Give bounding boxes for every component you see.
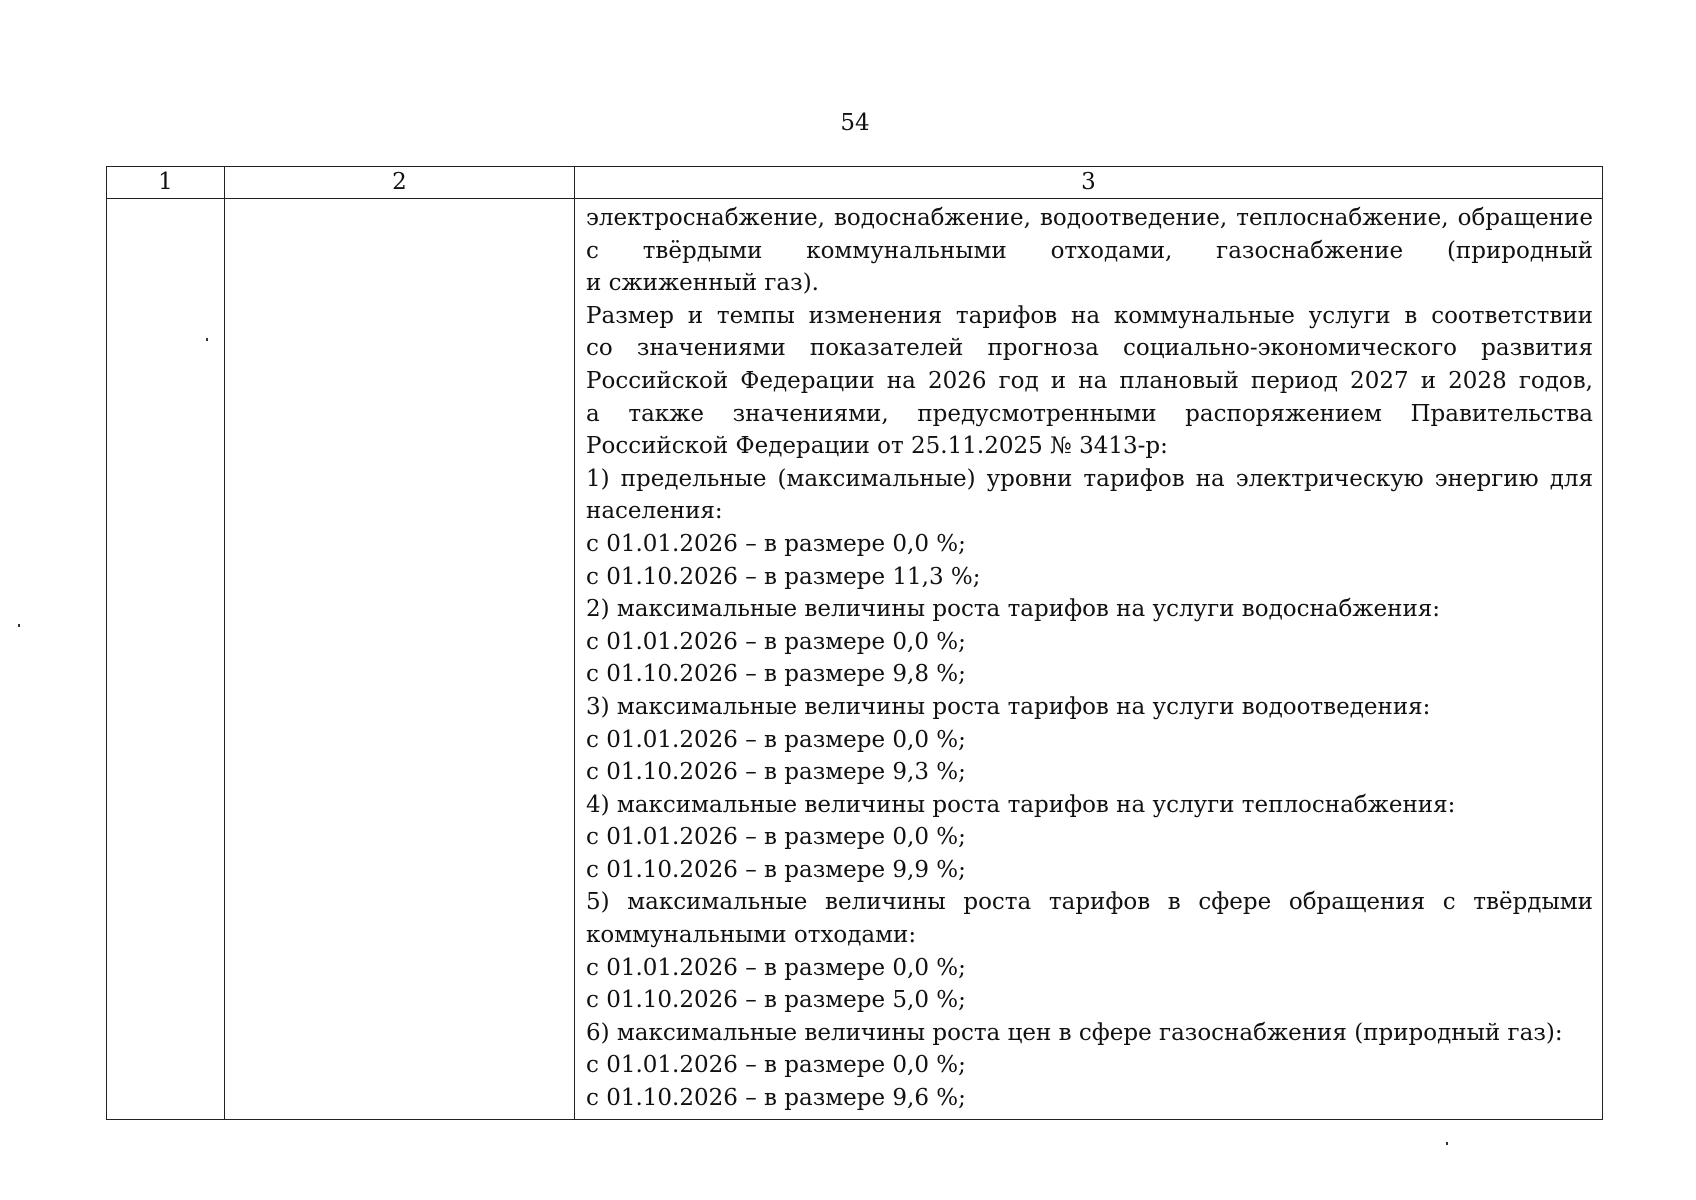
table-cell-col2 <box>225 199 575 1120</box>
text-line: с 01.10.2026 – в размере 9,8 %; <box>586 661 966 688</box>
column-header-2: 2 <box>225 167 575 199</box>
text-line: 4) максимальные величины роста тарифов на услуги теплоснабжения: <box>586 791 1456 818</box>
column-header-1: 1 <box>107 167 225 199</box>
text-line: 6) максимальные величины роста цен в сфере газоснабжения (природный газ): <box>586 1019 1563 1046</box>
table-cell-col1 <box>107 199 225 1120</box>
text-line: с 01.01.2026 – в размере 0,0 %; <box>586 530 966 557</box>
table-row <box>107 199 1603 1120</box>
text-line: 3) максимальные величины роста тарифов на услуги водоотведения: <box>586 693 1431 720</box>
page-number: 54 <box>840 110 870 136</box>
text-line: с 01.01.2026 – в размере 0,0 %; <box>586 954 966 981</box>
text-line: с 01.10.2026 – в размере 5,0 %; <box>586 987 966 1014</box>
text-line: с 01.01.2026 – в размере 0,0 %; <box>586 1052 966 1079</box>
scan-speck <box>1446 1142 1448 1145</box>
text-line: с 01.01.2026 – в размере 0,0 %; <box>586 824 966 851</box>
scan-speck <box>206 338 208 341</box>
text-line: и сжиженный газ). <box>586 270 819 297</box>
text-line: 1) предельные (максимальные) уровни тарифов на электрическую энергию для <box>586 465 1593 492</box>
text-line: а также значениями, предусмотренными распоряжением Правительства <box>586 400 1593 427</box>
text-line: с 01.01.2026 – в размере 0,0 %; <box>586 628 966 655</box>
table-header-row <box>107 167 1603 199</box>
scan-speck <box>18 624 20 627</box>
document-table <box>106 166 1603 1120</box>
text-line: коммунальными отходами: <box>586 922 917 949</box>
text-line: с 01.10.2026 – в размере 9,6 %; <box>586 1085 966 1112</box>
text-line: с 01.10.2026 – в размере 9,9 %; <box>586 856 966 883</box>
text-line: Российской Федерации от 25.11.2025 № 3413-р: <box>586 433 1168 460</box>
text-line: со значениями показателей прогноза социально-экономического развития <box>586 335 1593 362</box>
text-line: Российской Федерации на 2026 год и на плановый период 2027 и 2028 годов, <box>586 367 1593 394</box>
text-line: с 01.01.2026 – в размере 0,0 %; <box>586 726 966 753</box>
text-line: 5) максимальные величины роста тарифов в сфере обращения с твёрдыми <box>586 889 1593 916</box>
column-header-3: 3 <box>575 167 1603 199</box>
text-line: с твёрдыми коммунальными отходами, газоснабжение (природный <box>586 237 1593 264</box>
text-line: 2) максимальные величины роста тарифов на услуги водоснабжения: <box>586 596 1441 623</box>
tariff-text-block <box>586 202 1593 1115</box>
text-line: населения: <box>586 498 723 525</box>
text-line: с 01.10.2026 – в размере 9,3 %; <box>586 759 966 786</box>
table-cell-col3 <box>575 199 1603 1120</box>
text-line: с 01.10.2026 – в размере 11,3 %; <box>586 563 981 590</box>
text-line: электроснабжение, водоснабжение, водоотведение, теплоснабжение, обращение <box>586 205 1593 231</box>
text-line: Размер и темпы изменения тарифов на коммунальные услуги в соответствии <box>586 302 1593 329</box>
